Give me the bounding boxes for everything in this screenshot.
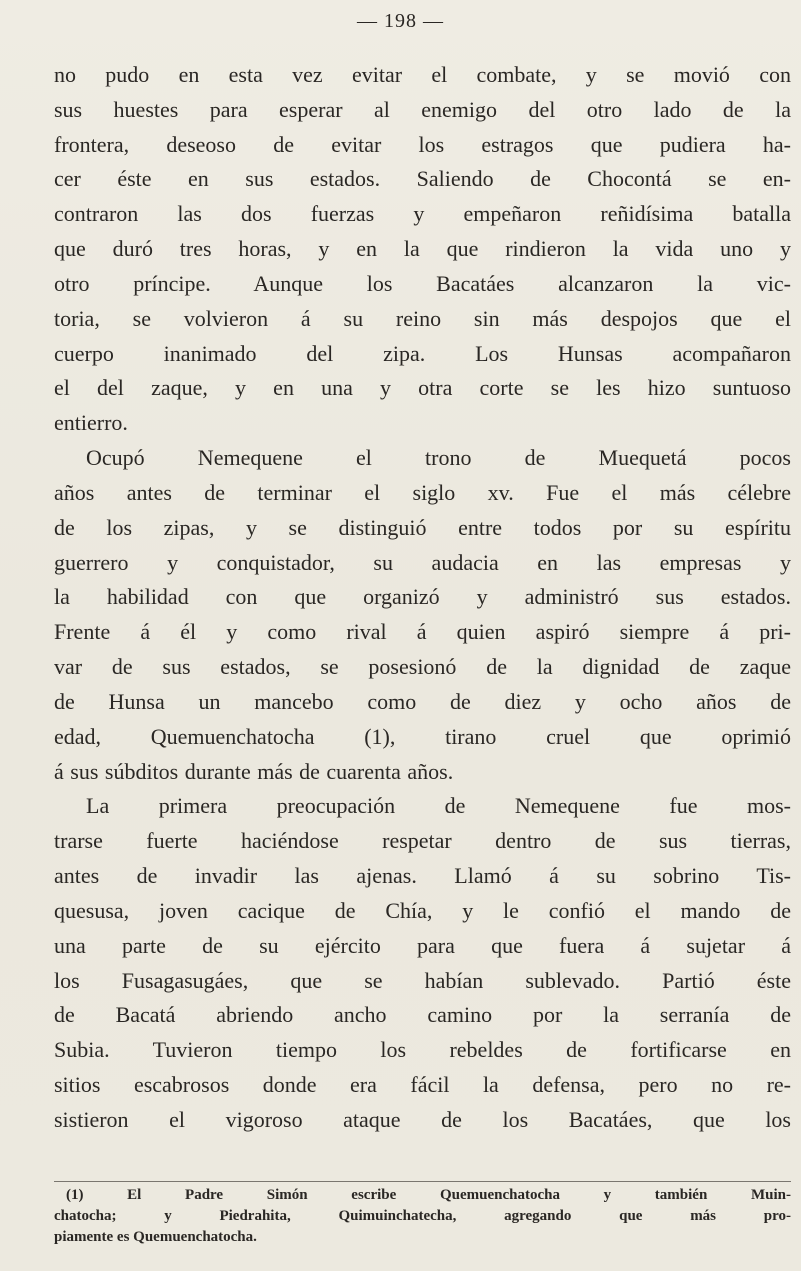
body-line: la habilidad con que organizó y administró sus estados. bbox=[54, 584, 791, 610]
body-line: guerrero y conquistador, su audacia en las empresas y bbox=[54, 549, 791, 575]
body-line: una parte de su ejército para que fuera á sujetar á bbox=[54, 932, 791, 958]
body-line: frontera, deseoso de evitar los estragos que pudiera ha- bbox=[54, 131, 791, 157]
footnote-line: (1) El Padre Simón escribe Quemuenchatocha y también Muin- bbox=[66, 1187, 791, 1203]
body-line: no pudo en esta vez evitar el combate, y se movió con bbox=[54, 62, 791, 87]
page-number: — 198 — bbox=[357, 10, 444, 32]
body-line: edad, Quemuenchatocha (1), tirano cruel que oprimió bbox=[54, 723, 791, 749]
body-line: sitios escabrosos donde era fácil la defensa, pero no re- bbox=[54, 1072, 791, 1098]
body-line: cer éste en sus estados. Saliendo de Chocontá se en- bbox=[54, 166, 791, 192]
body-line: contraron las dos fuerzas y empeñaron reñidísima batalla bbox=[54, 201, 791, 227]
body-line: otro príncipe. Aunque los Bacatáes alcanzaron la vic- bbox=[54, 270, 791, 296]
body-line: Frente á él y como rival á quien aspiró siempre á pri- bbox=[54, 619, 791, 645]
footnote-divider bbox=[54, 1181, 791, 1182]
body-text bbox=[54, 58, 791, 1138]
body-line: que duró tres horas, y en la que rindieron la vida uno y bbox=[54, 236, 791, 262]
body-line: La primera preocupación de Nemequene fue mos- bbox=[86, 793, 791, 819]
body-line: Ocupó Nemequene el trono de Muequetá pocos bbox=[86, 445, 791, 471]
body-line: quesusa, joven cacique de Chía, y le confió el mando de bbox=[54, 897, 791, 923]
body-line: de Hunsa un mancebo como de diez y ocho años de bbox=[54, 688, 791, 714]
body-line: años antes de terminar el siglo xv. Fue el más célebre bbox=[54, 479, 791, 505]
body-line: entierro. bbox=[54, 410, 128, 436]
body-line: cuerpo inanimado del zipa. Los Hunsas acompañaron bbox=[54, 340, 791, 366]
body-line: trarse fuerte haciéndose respetar dentro de sus tierras, bbox=[54, 828, 791, 854]
body-line: á sus súbditos durante más de cuarenta años. bbox=[54, 758, 454, 784]
body-line: var de sus estados, se posesionó de la dignidad de zaque bbox=[54, 654, 791, 680]
body-line: toria, se volvieron á su reino sin más despojos que el bbox=[54, 305, 791, 331]
body-line: Subia. Tuvieron tiempo los rebeldes de fortificarse en bbox=[54, 1037, 791, 1063]
footnote-line: chatocha; y Piedrahita, Quimuinchatecha, agregando que más pro- bbox=[54, 1208, 791, 1224]
body-line: antes de invadir las ajenas. Llamó á su sobrino Tis- bbox=[54, 863, 791, 889]
body-line: sus huestes para esperar al enemigo del otro lado de la bbox=[54, 96, 791, 122]
footnote-line: piamente es Quemuenchatocha. bbox=[54, 1229, 257, 1245]
footnote bbox=[54, 1185, 791, 1248]
body-line: el del zaque, y en una y otra corte se les hizo suntuoso bbox=[54, 375, 791, 401]
body-line: de Bacatá abriendo ancho camino por la serranía de bbox=[54, 1002, 791, 1028]
body-line: los Fusagasugáes, que se habían sublevado. Partió éste bbox=[54, 967, 791, 993]
body-line: sistieron el vigoroso ataque de los Bacatáes, que los bbox=[54, 1106, 791, 1132]
body-line: de los zipas, y se distinguió entre todos por su espíritu bbox=[54, 514, 791, 540]
